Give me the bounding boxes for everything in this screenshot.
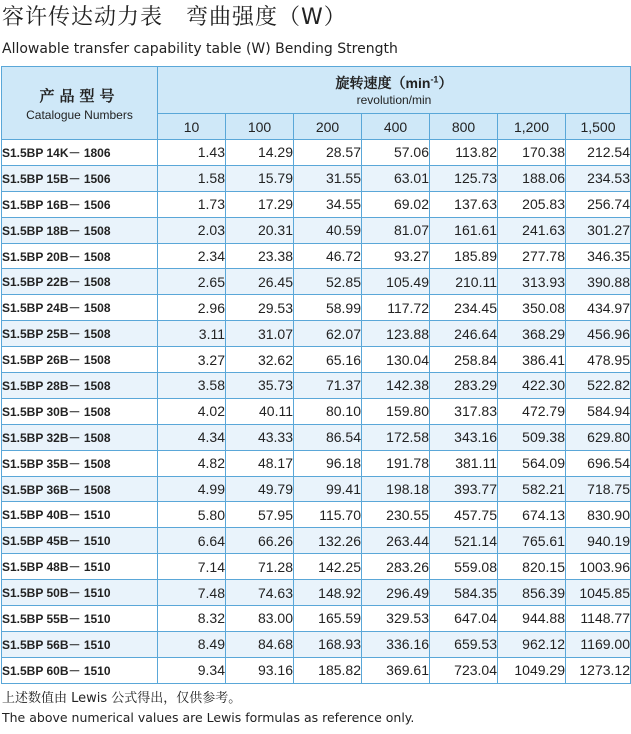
power-value-cell: 58.99 (294, 295, 362, 321)
table-row (2, 347, 631, 373)
power-value-cell: 198.18 (362, 476, 430, 502)
power-value-cell: 71.28 (226, 554, 294, 580)
power-value-cell: 63.01 (362, 165, 430, 191)
model-header-en: Catalogue Numbers (26, 107, 133, 122)
power-value-cell: 343.16 (430, 424, 498, 450)
power-value-cell: 62.07 (294, 321, 362, 347)
table-row (2, 657, 631, 683)
power-value-cell: 940.19 (566, 528, 631, 554)
power-value-cell: 718.75 (566, 476, 631, 502)
power-value-cell: 472.79 (498, 398, 566, 424)
table-row (2, 191, 631, 217)
power-value-cell: 8.32 (158, 606, 226, 632)
power-value-cell: 584.35 (430, 580, 498, 606)
table-row (2, 321, 631, 347)
table-row (2, 450, 631, 476)
power-value-cell: 7.14 (158, 554, 226, 580)
speed-header-en: revolution/min (356, 93, 432, 107)
power-value-cell: 1.73 (158, 191, 226, 217)
power-value-cell: 584.94 (566, 398, 631, 424)
table-row (2, 398, 631, 424)
power-value-cell: 509.38 (498, 424, 566, 450)
power-value-cell: 336.16 (362, 631, 430, 657)
power-value-cell: 582.21 (498, 476, 566, 502)
power-value-cell: 205.83 (498, 191, 566, 217)
catalogue-number-cell: S1.5BP 14K－ 1806 (2, 140, 158, 166)
power-value-cell: 962.12 (498, 631, 566, 657)
catalogue-number-cell: S1.5BP 25B－ 1508 (2, 321, 158, 347)
power-value-cell: 93.16 (226, 657, 294, 683)
power-value-cell: 1045.85 (566, 580, 631, 606)
power-value-cell: 256.74 (566, 191, 631, 217)
speed-header-cn: 旋转速度$(\min^{-1})$ (335, 74, 453, 91)
power-value-cell: 283.26 (362, 554, 430, 580)
power-value-cell: 2.03 (158, 217, 226, 243)
catalogue-number-cell: S1.5BP 22B－ 1508 (2, 269, 158, 295)
footnote-en: The above numerical values are Lewis formulas as reference only. (2, 710, 415, 725)
power-value-cell: 2.34 (158, 243, 226, 269)
power-value-cell: 4.99 (158, 476, 226, 502)
power-value-cell: 35.73 (226, 373, 294, 399)
power-value-cell: 99.41 (294, 476, 362, 502)
power-value-cell: 40.59 (294, 217, 362, 243)
power-value-cell: 1049.29 (498, 657, 566, 683)
table-row (2, 476, 631, 502)
power-value-cell: 301.27 (566, 217, 631, 243)
power-value-cell: 28.57 (294, 140, 362, 166)
catalogue-number-cell: S1.5BP 26B－ 1508 (2, 347, 158, 373)
catalogue-number-cell: S1.5BP 45B－ 1510 (2, 528, 158, 554)
power-value-cell: 674.13 (498, 502, 566, 528)
power-value-cell: 210.11 (430, 269, 498, 295)
power-value-cell: 34.55 (294, 191, 362, 217)
power-value-cell: 1169.00 (566, 631, 631, 657)
catalogue-number-cell: S1.5BP 50B－ 1510 (2, 580, 158, 606)
table-row (2, 554, 631, 580)
power-value-cell: 74.63 (226, 580, 294, 606)
power-value-cell: 4.34 (158, 424, 226, 450)
power-value-cell: 559.08 (430, 554, 498, 580)
power-value-cell: 457.75 (430, 502, 498, 528)
power-value-cell: 130.04 (362, 347, 430, 373)
power-value-cell: 46.72 (294, 243, 362, 269)
power-value-cell: 346.35 (566, 243, 631, 269)
power-value-cell: 32.62 (226, 347, 294, 373)
power-value-cell: 350.08 (498, 295, 566, 321)
power-value-cell: 368.29 (498, 321, 566, 347)
power-value-cell: 313.93 (498, 269, 566, 295)
power-value-cell: 456.96 (566, 321, 631, 347)
power-value-cell: 234.45 (430, 295, 498, 321)
power-value-cell: 9.34 (158, 657, 226, 683)
power-value-cell: 277.78 (498, 243, 566, 269)
power-value-cell: 170.38 (498, 140, 566, 166)
power-value-cell: 113.82 (430, 140, 498, 166)
table-row (2, 243, 631, 269)
power-value-cell: 3.11 (158, 321, 226, 347)
power-value-cell: 478.95 (566, 347, 631, 373)
power-value-cell: 65.16 (294, 347, 362, 373)
power-value-cell: 258.84 (430, 347, 498, 373)
catalogue-number-cell: S1.5BP 48B－ 1510 (2, 554, 158, 580)
table-row (2, 140, 631, 166)
power-value-cell: 765.61 (498, 528, 566, 554)
rpm-header: 400 (362, 114, 430, 140)
power-value-cell: 317.83 (430, 398, 498, 424)
table-row (2, 295, 631, 321)
power-value-cell: 522.82 (566, 373, 631, 399)
power-value-cell: 241.63 (498, 217, 566, 243)
power-value-cell: 564.09 (498, 450, 566, 476)
table-row (2, 528, 631, 554)
power-value-cell: 188.06 (498, 165, 566, 191)
power-value-cell: 296.49 (362, 580, 430, 606)
table-row (2, 580, 631, 606)
capability-table (1, 66, 631, 684)
power-value-cell: 1273.12 (566, 657, 631, 683)
power-value-cell: 66.26 (226, 528, 294, 554)
power-value-cell: 125.73 (430, 165, 498, 191)
table-row (2, 217, 631, 243)
catalogue-number-cell: S1.5BP 15B－ 1506 (2, 165, 158, 191)
power-value-cell: 14.29 (226, 140, 294, 166)
power-value-cell: 52.85 (294, 269, 362, 295)
power-value-cell: 696.54 (566, 450, 631, 476)
rpm-header: 10 (158, 114, 226, 140)
power-value-cell: 7.48 (158, 580, 226, 606)
power-value-cell: 69.02 (362, 191, 430, 217)
power-value-cell: 1003.96 (566, 554, 631, 580)
rpm-header: 100 (226, 114, 294, 140)
power-value-cell: 3.27 (158, 347, 226, 373)
catalogue-number-cell: S1.5BP 16B－ 1506 (2, 191, 158, 217)
power-value-cell: 123.88 (362, 321, 430, 347)
power-value-cell: 422.30 (498, 373, 566, 399)
power-value-cell: 191.78 (362, 450, 430, 476)
page-subtitle: Allowable transfer capability table (W) Bending Strength (2, 41, 398, 57)
page-title: 容许传达动力表 弯曲强度（W） (2, 5, 347, 30)
power-value-cell: 1.58 (158, 165, 226, 191)
power-value-cell: 71.37 (294, 373, 362, 399)
power-value-cell: 4.82 (158, 450, 226, 476)
power-value-cell: 830.90 (566, 502, 631, 528)
table-row (2, 631, 631, 657)
power-value-cell: 2.96 (158, 295, 226, 321)
rpm-header: 1,500 (566, 114, 631, 140)
power-value-cell: 369.61 (362, 657, 430, 683)
power-value-cell: 381.11 (430, 450, 498, 476)
power-value-cell: 185.82 (294, 657, 362, 683)
power-value-cell: 629.80 (566, 424, 631, 450)
speed-group-header (158, 67, 631, 114)
catalogue-number-cell: S1.5BP 24B－ 1508 (2, 295, 158, 321)
power-value-cell: 84.68 (226, 631, 294, 657)
power-value-cell: 132.26 (294, 528, 362, 554)
power-value-cell: 185.89 (430, 243, 498, 269)
power-value-cell: 390.88 (566, 269, 631, 295)
catalogue-number-cell: S1.5BP 28B－ 1508 (2, 373, 158, 399)
power-value-cell: 117.72 (362, 295, 430, 321)
power-value-cell: 20.31 (226, 217, 294, 243)
power-value-cell: 329.53 (362, 606, 430, 632)
power-value-cell: 1.43 (158, 140, 226, 166)
power-value-cell: 2.65 (158, 269, 226, 295)
power-value-cell: 212.54 (566, 140, 631, 166)
power-value-cell: 659.53 (430, 631, 498, 657)
table-row (2, 165, 631, 191)
catalogue-number-cell: S1.5BP 40B－ 1510 (2, 502, 158, 528)
power-value-cell: 83.00 (226, 606, 294, 632)
footnote-cn: 上述数值由 Lewis 公式得出，仅供参考。 (2, 691, 242, 706)
power-value-cell: 1148.77 (566, 606, 631, 632)
catalogue-number-cell: S1.5BP 36B－ 1508 (2, 476, 158, 502)
power-value-cell: 57.06 (362, 140, 430, 166)
power-value-cell: 80.10 (294, 398, 362, 424)
catalogue-number-cell: S1.5BP 20B－ 1508 (2, 243, 158, 269)
power-value-cell: 246.64 (430, 321, 498, 347)
power-value-cell: 234.53 (566, 165, 631, 191)
power-value-cell: 105.49 (362, 269, 430, 295)
table-row (2, 269, 631, 295)
power-value-cell: 4.02 (158, 398, 226, 424)
catalogue-number-cell: S1.5BP 56B－ 1510 (2, 631, 158, 657)
power-value-cell: 96.18 (294, 450, 362, 476)
power-value-cell: 168.93 (294, 631, 362, 657)
table-row (2, 502, 631, 528)
power-value-cell: 820.15 (498, 554, 566, 580)
rpm-header: 1,200 (498, 114, 566, 140)
power-value-cell: 5.80 (158, 502, 226, 528)
table-row (2, 373, 631, 399)
power-value-cell: 161.61 (430, 217, 498, 243)
power-value-cell: 31.55 (294, 165, 362, 191)
power-value-cell: 283.29 (430, 373, 498, 399)
power-value-cell: 142.25 (294, 554, 362, 580)
power-value-cell: 172.58 (362, 424, 430, 450)
power-value-cell: 393.77 (430, 476, 498, 502)
power-value-cell: 81.07 (362, 217, 430, 243)
power-value-cell: 49.79 (226, 476, 294, 502)
power-value-cell: 723.04 (430, 657, 498, 683)
table-row (2, 424, 631, 450)
power-value-cell: 386.41 (498, 347, 566, 373)
power-value-cell: 57.95 (226, 502, 294, 528)
catalogue-number-cell: S1.5BP 60B－ 1510 (2, 657, 158, 683)
catalogue-number-cell: S1.5BP 18B－ 1508 (2, 217, 158, 243)
power-value-cell: 148.92 (294, 580, 362, 606)
power-value-cell: 230.55 (362, 502, 430, 528)
power-value-cell: 3.58 (158, 373, 226, 399)
table-row (2, 606, 631, 632)
model-column-header (2, 67, 158, 140)
power-value-cell: 48.17 (226, 450, 294, 476)
power-value-cell: 26.45 (226, 269, 294, 295)
rpm-header: 200 (294, 114, 362, 140)
model-header-cn: 产品型号 (39, 87, 120, 105)
power-value-cell: 142.38 (362, 373, 430, 399)
power-value-cell: 6.64 (158, 528, 226, 554)
power-value-cell: 43.33 (226, 424, 294, 450)
catalogue-number-cell: S1.5BP 55B－ 1510 (2, 606, 158, 632)
power-value-cell: 8.49 (158, 631, 226, 657)
power-value-cell: 115.70 (294, 502, 362, 528)
catalogue-number-cell: S1.5BP 30B－ 1508 (2, 398, 158, 424)
power-value-cell: 263.44 (362, 528, 430, 554)
power-value-cell: 159.80 (362, 398, 430, 424)
catalogue-number-cell: S1.5BP 32B－ 1508 (2, 424, 158, 450)
power-value-cell: 15.79 (226, 165, 294, 191)
catalogue-number-cell: S1.5BP 35B－ 1508 (2, 450, 158, 476)
power-value-cell: 137.63 (430, 191, 498, 217)
power-value-cell: 944.88 (498, 606, 566, 632)
power-value-cell: 856.39 (498, 580, 566, 606)
power-value-cell: 647.04 (430, 606, 498, 632)
power-value-cell: 165.59 (294, 606, 362, 632)
power-value-cell: 17.29 (226, 191, 294, 217)
power-value-cell: 40.11 (226, 398, 294, 424)
power-value-cell: 86.54 (294, 424, 362, 450)
power-value-cell: 29.53 (226, 295, 294, 321)
power-value-cell: 23.38 (226, 243, 294, 269)
rpm-header: 800 (430, 114, 498, 140)
power-value-cell: 93.27 (362, 243, 430, 269)
power-value-cell: 434.97 (566, 295, 631, 321)
power-value-cell: 31.07 (226, 321, 294, 347)
power-value-cell: 521.14 (430, 528, 498, 554)
